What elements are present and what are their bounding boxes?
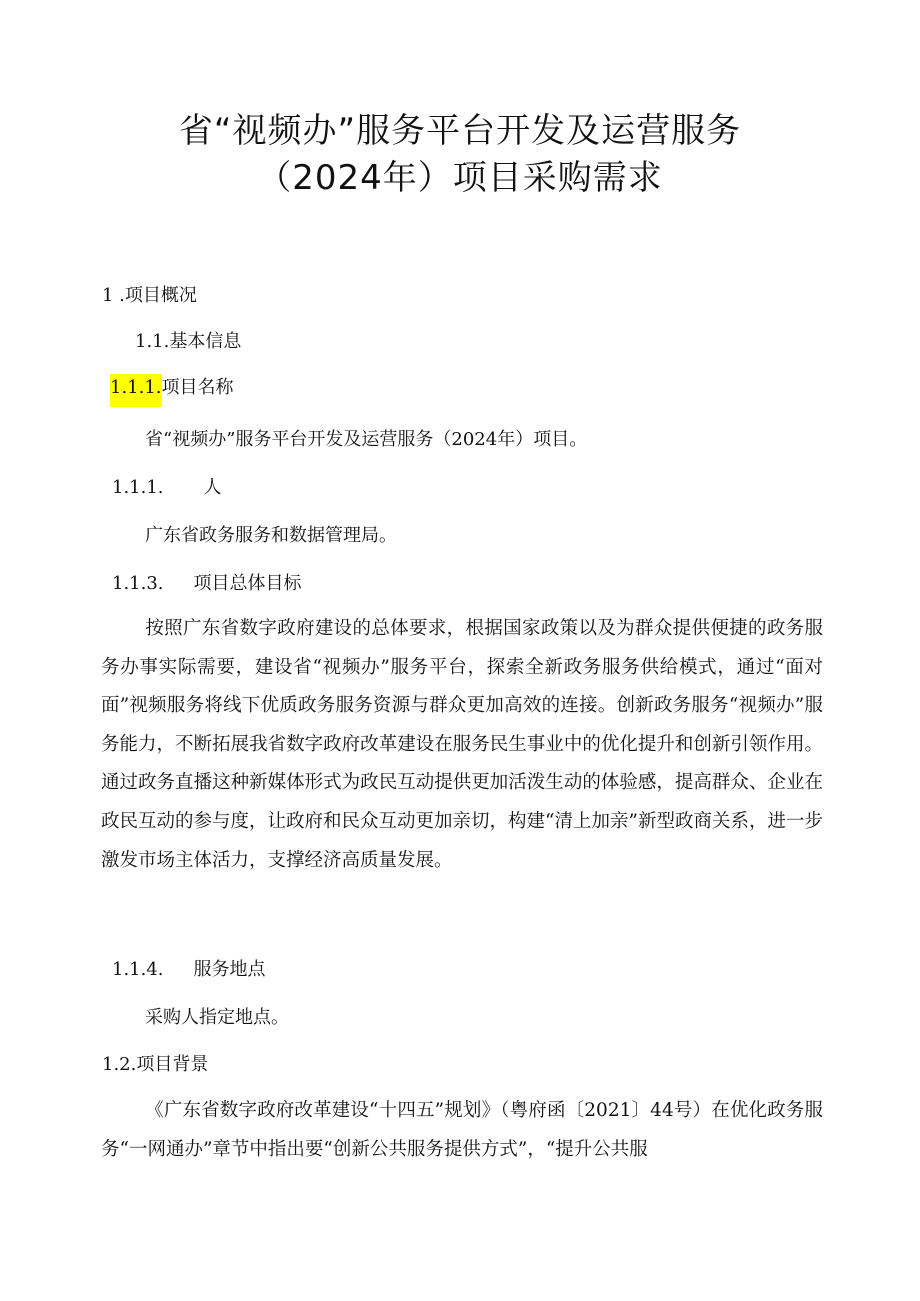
paragraph-text: 按照广东省数字政府建设的总体要求，根据国家政策以及为群众提供便捷的政务服务办事实际需要，建设省“视频办”服务平台，探索全新政务服务供给模式，通过“面对面”视频服务将线下优质政务服务资源与群众更加高效的连接。创新政务服务“视频办”服务能力，不断拓展我省数字政府改革建设在服务民生事业中的优化提升和创新引领作用。通过政务直播这种新媒体形式为政民互动提供更加活泼生动的体验感，提高群众、企业在政民互动的参与度，让政府和民众互动更加亲切，构建“清上加亲”新型政商关系，进一步激发市场主体活力，支撑经济高质量发展。	[101, 618, 823, 871]
purchaser-text: 广东省政务服务和数据管理局。	[145, 525, 397, 546]
heading-1-1-2	[112, 473, 222, 499]
document-title-line-2: （2024年）项目采购需求	[257, 158, 663, 198]
heading-number: 1.1.1.	[112, 477, 164, 498]
paragraph-text: 《广东省数字政府改革建设“十四五”规划》（粤府函〔2021〕44号）在优化政务服务“一网通办”章节中指出要“创新公共服务提供方式”，“提升公共服	[101, 1100, 823, 1160]
heading-text: 人	[203, 477, 222, 498]
heading-1-1-1	[110, 373, 234, 399]
background-paragraph	[101, 1092, 823, 1169]
heading-text: 服务地点	[193, 959, 266, 980]
heading-1-1-3	[112, 569, 302, 595]
overall-goal-paragraph	[101, 610, 823, 880]
heading-number: 1.1.3.	[112, 573, 164, 594]
heading-text: 项目总体目标	[193, 573, 302, 594]
service-location-text: 采购人指定地点。	[145, 1007, 289, 1028]
project-name-text: 省“视频办”服务平台开发及运营服务（2024年）项目。	[145, 429, 588, 450]
heading-text: 项目名称	[161, 377, 234, 398]
highlighted-number: 1.1.1.	[110, 374, 162, 407]
document-title-line-1: 省“视频办”服务平台开发及运营服务	[178, 111, 742, 151]
heading-number: 1.1.4.	[112, 959, 164, 980]
heading-1-1: 1.1.基本信息	[135, 331, 242, 352]
heading-1-2: 1.2.项目背景	[102, 1054, 209, 1075]
heading-1: 1 .项目概况	[102, 285, 197, 306]
heading-1-1-4	[112, 955, 266, 981]
